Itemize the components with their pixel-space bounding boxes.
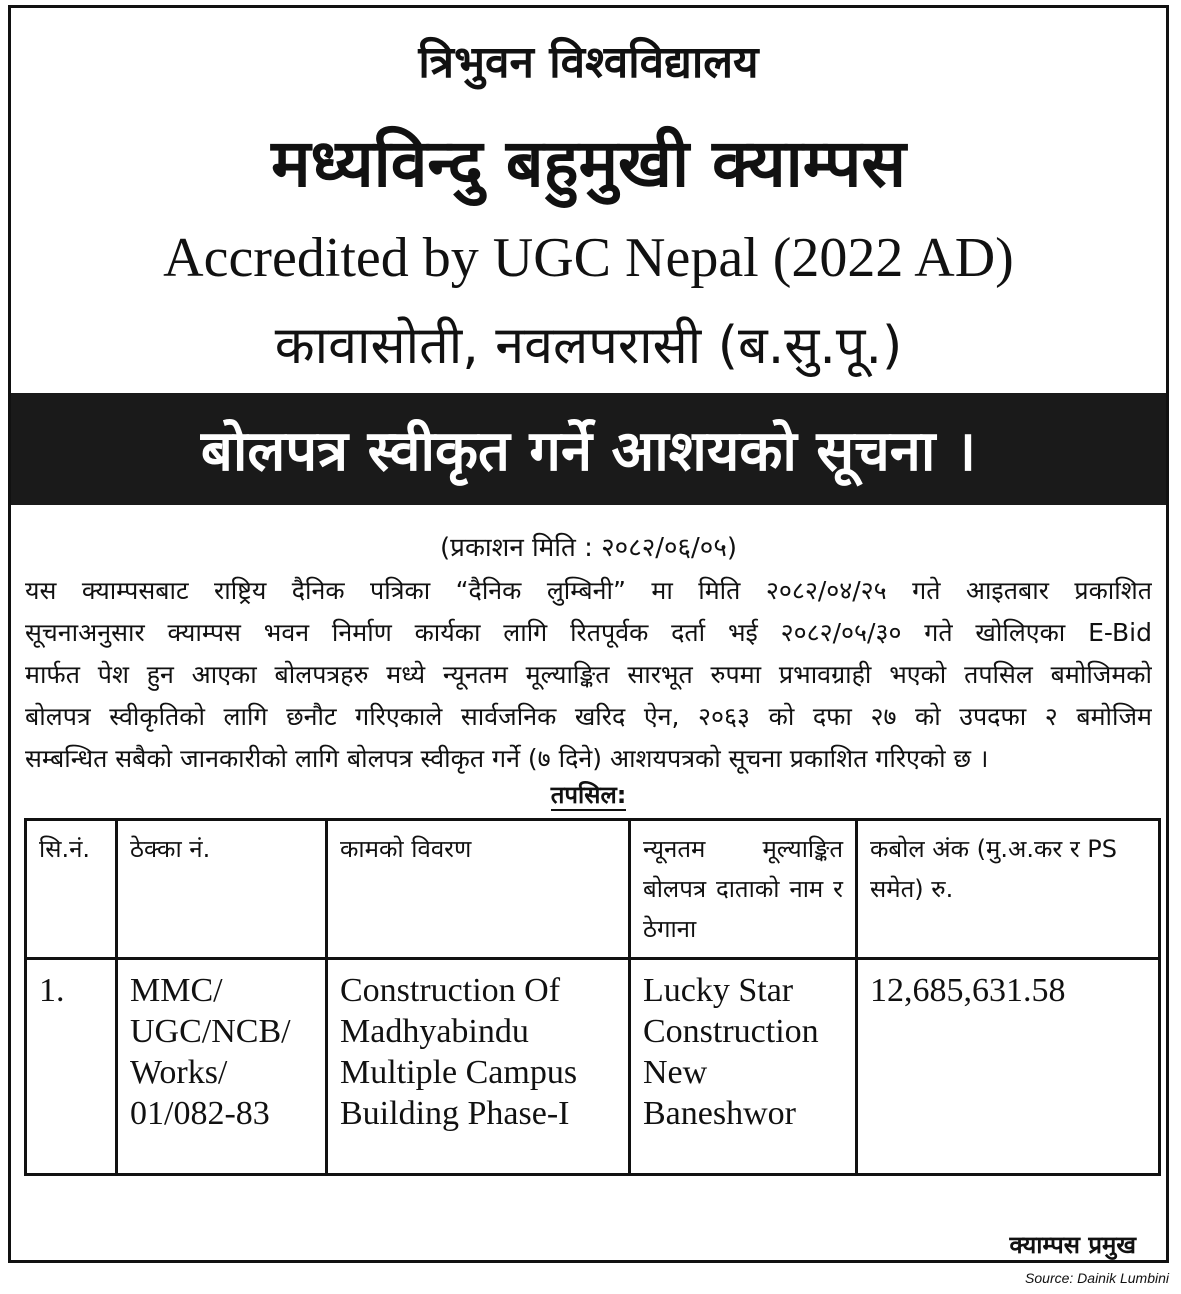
- source-credit: Source: Dainik Lumbini: [1025, 1270, 1169, 1286]
- body-line: बोलपत्र स्वीकृतिको लागि छनौट गरिएकाले सार्वजनिक खरिद ऐन, २०६३ को दफा २७ को उपदफा २ बमोजिम: [25, 702, 1152, 731]
- col-amount: कबोल अंक (मु.अ.कर र PS समेत) रु.: [857, 820, 1160, 959]
- notice-frame: [8, 5, 1169, 1263]
- body-line: मार्फत पेश हुन आएका बोलपत्रहरु मध्ये न्यूनतम मूल्याङ्कित सारभूत रुपमा प्रभावग्राही भएको तपसिल बमोजिमको: [25, 660, 1152, 689]
- schedule-label: [11, 778, 1166, 811]
- schedule-label-text: तपसिल:: [550, 781, 627, 809]
- col-bidder: न्यूनतम मूल्याङ्कित बोलपत्र दाताको नाम र ठेगाना: [630, 820, 857, 959]
- cell-amount: 12,685,631.58: [857, 959, 1160, 1175]
- cell-description: Construction Of Madhyabindu Multiple Campus Building Phase-I: [327, 959, 630, 1175]
- table-header-row: [26, 820, 1160, 959]
- notice-title-banner: [11, 393, 1166, 505]
- body-line: सूचनाअनुसार क्याम्पस भवन निर्माण कार्यका लागि रितपूर्वक दर्ता भई २०८२/०५/३० गते खोलिएका E-Bid: [25, 618, 1152, 647]
- cell-contract-no: MMC/ UGC/NCB/ Works/ 01/082-83: [117, 959, 327, 1175]
- body-line: सम्बन्धित सबैको जानकारीको लागि बोलपत्र स्वीकृत गर्ने (७ दिने) आशयपत्रको सूचना प्रकाशित गरिएको छ ।: [25, 744, 989, 773]
- location: कावासोती, नवलपरासी (ब.सु.पू.): [274, 316, 903, 376]
- cell-sn: 1.: [26, 959, 117, 1175]
- table-row: [26, 959, 1160, 1175]
- cell-bidder: Lucky Star Construction New Baneshwor: [630, 959, 857, 1175]
- body-line: यस क्याम्पसबाट राष्ट्रिय दैनिक पत्रिका “दैनिक लुम्बिनी” मा मिति २०८२/०४/२५ गते आइतबार प्रकाशित: [25, 576, 1152, 605]
- notice-title: बोलपत्र स्वीकृत गर्ने आशयको सूचना ।: [200, 419, 977, 484]
- notice-body: [25, 570, 1152, 780]
- col-sn: सि.नं.: [26, 820, 117, 959]
- col-contract-no: ठेक्का नं.: [117, 820, 327, 959]
- university-name: त्रिभुवन विश्वविद्यालय: [418, 37, 759, 88]
- publication-date: (प्रकाशन मिति : २०८२/०६/०५): [440, 533, 737, 563]
- bid-table: [24, 818, 1161, 1176]
- campus-name: मध्यविन्दु बहुमुखी क्याम्पस: [271, 125, 906, 202]
- col-description: कामको विवरण: [327, 820, 630, 959]
- signature: क्याम्पस प्रमुख: [1009, 1231, 1136, 1259]
- accreditation: Accredited by UGC Nepal (2022 AD): [163, 227, 1014, 289]
